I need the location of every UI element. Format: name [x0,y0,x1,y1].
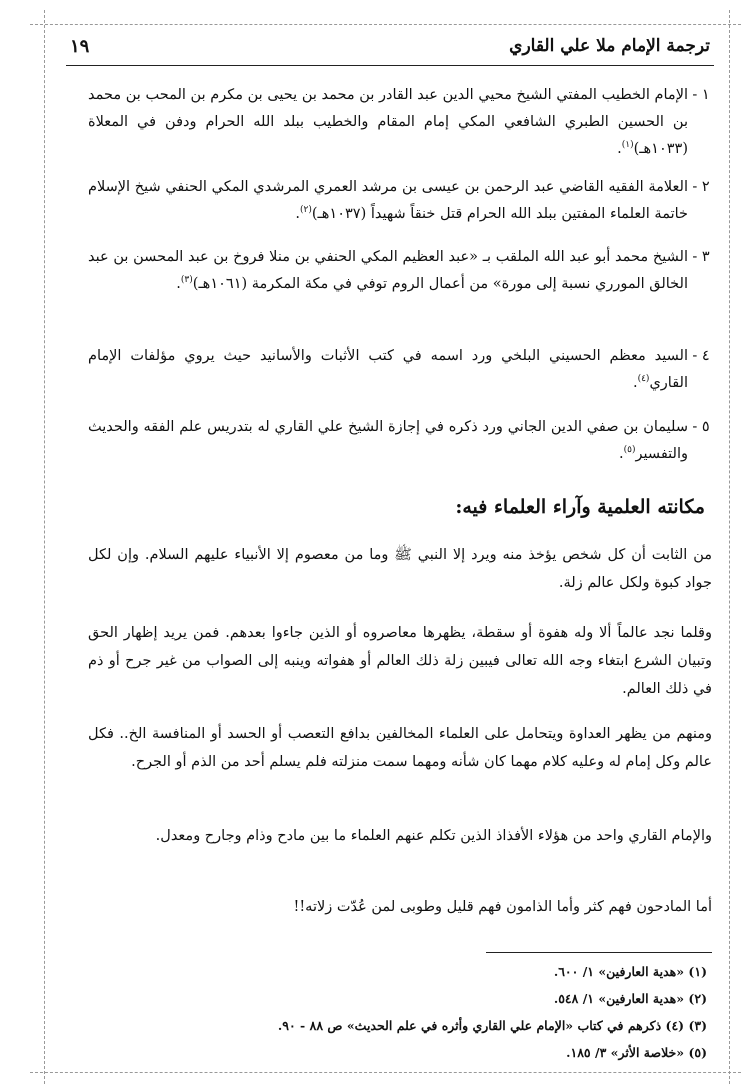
list-item-number: ٥ - [692,419,710,435]
footnote: (٢) «هدية العارفين» ١/ ٥٤٨. [553,991,707,1006]
list-item-text: الشيخ محمد أبو عبد الله الملقب بـ «عبد العظيم المكي الحنفي بن منلا فروخ بن عبد المحسن بن عبد الخالق المورري نسبة إلى مورة» من أعمال الروم توفي في مكة المكرمة (١٠٦١هـ) [88,249,688,292]
footnote-ref: (١) [621,140,634,151]
body-paragraph: ومنهم من يظهر العداوة ويتحامل على العلماء المخالفين بدافع التعصب أو الحسد أو المنافسة الخ.. فكل عالم وكل إمام له وعليه كلام مهما كان شأنه ومهما سمت منزلته فلم يسلم أحد من الذم أو الجرح. [88,726,712,770]
list-item: الشيخ محمد أبو عبد الله الملقب بـ «عبد العظيم المكي الحنفي بن منلا فروخ بن عبد المحسن بن عبد الخالق المورري نسبة إلى مورة» من أعمال الروم توفي في مكة المكرمة (١٠٦١هـ)$^{(٣)}$. [88,249,688,292]
page-border-bottom [30,1072,741,1085]
list-item-text: الإمام الخطيب المفتي الشيخ محيي الدين عبد القادر بن محمد بن يحيى بن مكرم بن المحب بن محمد بن الحسين الطبري الشافعي المكي إمام المقام والخطيب ببلد الله الحرام ودفن في المعلاة (١٠٣٣هـ) [88,87,688,157]
list-item-number: ٤ - [692,348,710,364]
footnote: (١) «هدية العارفين» ١/ ٦٠٠. [553,964,707,979]
list-item: السيد معظم الحسيني البلخي ورد اسمه في كتب الأثبات والأسانيد حيث يروي مؤلفات الإمام القاري$^{(٤)}$. [88,348,688,391]
list-item-text: سليمان بن صفي الدين الجاني ورد ذكره في إجازة الشيخ علي القاري له بتدريس علم الفقه والحديث والتفسير [88,419,688,462]
list-item: الإمام الخطيب المفتي الشيخ محيي الدين عبد القادر بن محمد بن يحيى بن مكرم بن المحب بن محمد بن الحسين الطبري الشافعي المكي إمام المقام والخطيب ببلد الله الحرام ودفن في المعلاة (١٠٣٣هـ)$^{(١)}$. [88,87,688,157]
page-border-left [30,10,45,1084]
list-item-number: ٣ - [692,249,710,265]
list-item-number: ١ - [692,87,710,103]
list-item-text: العلامة الفقيه القاضي عبد الرحمن بن عيسى بن مرشد العمري المرشدي المكي الحنفي شيخ الإسلام خاتمة العلماء المفتين ببلد الله الحرام قتل خنقاً شهيداً (١٠٣٧هـ) [88,179,688,222]
list-item-number: ٢ - [692,179,710,195]
footnote-ref: (٣) [180,275,193,286]
page-number: ١٩ [70,36,90,57]
header-title: ترجمة الإمام ملا علي القاري [509,36,710,56]
footnote-divider [486,952,712,953]
footnote: (٣) (٤) ذكرهم في كتاب «الإمام علي القاري وأثره في علم الحديث» ص ٨٨ - ٩٠. [277,1018,707,1033]
list-item-text: السيد معظم الحسيني البلخي ورد اسمه في كتب الأثبات والأسانيد حيث يروي مؤلفات الإمام القاري [88,348,688,391]
body-paragraph: والإمام القاري واحد من هؤلاء الأفذاذ الذين تكلم عنهم العلماء ما بين مادح وذام وجارح ومعدل. [155,828,712,844]
header-divider [66,65,714,66]
running-header [70,34,710,64]
footnote: (٥) «خلاصة الأثر» ٣/ ١٨٥. [566,1045,707,1060]
page-border-top [30,10,741,25]
body-paragraph: وقلما نجد عالماً ألا وله هفوة أو سقطة، يظهرها معاصروه أو الذين جاءوا بعدهم. فمن يريد إظهار الحق وتبيان الشرع ابتغاء وجه الله تعالى فيبين زلة ذلك العالم أو هفواته وينبه إلى الصواب من غير جرح أو ذم في ذلك العالم. [88,625,712,697]
page-border-right [729,10,742,1084]
body-paragraph: من الثابت أن كل شخص يؤخذ منه ويرد إلا النبي ﷺ وما من معصوم إلا الأنبياء عليهم السلام. وإن لكل جواد كبوة ولكل عالم زلة. [88,547,712,591]
section-heading: مكانته العلمية وآراء العلماء فيه: [455,496,705,518]
list-item: سليمان بن صفي الدين الجاني ورد ذكره في إجازة الشيخ علي القاري له بتدريس علم الفقه والحديث والتفسير$^{(٥)}$. [88,419,688,462]
footnote-ref: (٤) [637,374,650,385]
footnote-ref: (٢) [299,205,312,216]
footnote-ref: (٥) [623,445,636,456]
body-paragraph: أما المادحون فهم كثر وأما الذامون فهم قليل وطوبى لمن عُدّت زلاته!! [293,899,712,915]
list-item: العلامة الفقيه القاضي عبد الرحمن بن عيسى بن مرشد العمري المرشدي المكي الحنفي شيخ الإسلام خاتمة العلماء المفتين ببلد الله الحرام قتل خنقاً شهيداً (١٠٣٧هـ)$^{(٢)}$. [88,179,688,222]
